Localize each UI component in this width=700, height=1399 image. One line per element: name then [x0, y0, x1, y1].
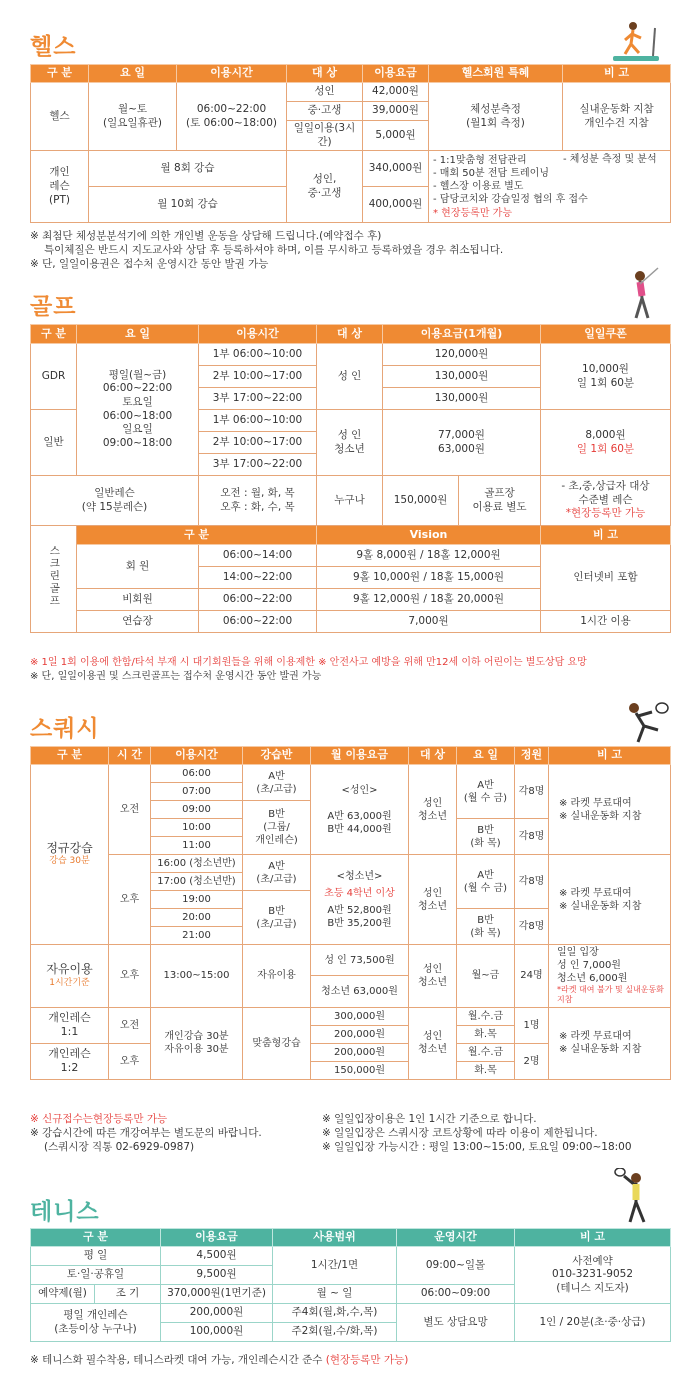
remark: 1인 / 20분(초·중·상급): [515, 1304, 671, 1342]
reserve: 예약제(월): [31, 1285, 95, 1304]
range: 주4회(월,화,수,목): [273, 1304, 397, 1323]
tennis-note: [30, 1353, 408, 1367]
squash-table: [30, 746, 670, 1080]
tennis-title: 테니스: [30, 1199, 100, 1225]
squash-notes-left: [30, 1112, 330, 1155]
col-header: 요 일: [457, 747, 515, 765]
free-label: 자유이용: [46, 962, 93, 977]
list-item: - 매회 50분 전담 트레이닝: [433, 168, 549, 179]
free-sub: 1시간기준: [49, 977, 90, 988]
practice: 연습장: [77, 611, 199, 633]
regular-sub: 강습 30분: [49, 856, 90, 867]
health-table: [30, 64, 670, 223]
class: 맞춤형강습: [243, 1007, 311, 1079]
time: 14:00~22:00: [199, 567, 317, 589]
target: 성인, 중·고생: [287, 151, 363, 223]
note-line: ※ 신규접수는현장등록만 가능: [30, 1113, 168, 1125]
remark: 실내운동화 지참 개인수건 지참: [563, 83, 671, 151]
price: 120,000원: [383, 344, 541, 366]
list-item: - 헬스장 이용료 별도: [433, 181, 524, 193]
time: 11:00: [151, 837, 243, 855]
col-header: 비 고: [549, 747, 671, 765]
remark: ※ 라켓 무료대여 ※ 실내운동화 지참: [549, 855, 671, 945]
target: 성인 청소년: [409, 855, 457, 945]
weekend: 토·일·공휴일: [31, 1266, 161, 1285]
col-header: 시 간: [109, 747, 151, 765]
col-header: 비 고: [541, 526, 671, 545]
price: 5,000원: [363, 121, 429, 151]
regular-class: [31, 765, 109, 945]
fee: 200,000원: [311, 1043, 409, 1061]
col-header: 운영시간: [397, 1229, 515, 1247]
price: 200,000원: [161, 1304, 273, 1323]
class: A반 (초/고급): [243, 765, 311, 801]
category: 개인 레슨 (PT): [31, 151, 89, 223]
target: 중·고생: [287, 102, 363, 121]
fee-red: 초등 4학년 이상: [324, 887, 395, 899]
golfer-icon: [618, 266, 668, 324]
price: 400,000원: [363, 187, 429, 223]
col-header: 비 고: [563, 65, 671, 83]
note-line: 특이체질은 반드시 지도교사와 상담 후 등록하셔야 하며, 이를 무시하고 등록하였을 경우 취소됩니다.: [44, 244, 504, 257]
remark-text: 일일 입장 성 인 7,000원 청소년 6,000원: [557, 947, 628, 984]
category: 헬스: [31, 83, 89, 151]
coupon: 10,000원 일 1회 60분: [541, 344, 671, 410]
note-line: ※ 테니스화 필수착용, 테니스라켓 대여 가능, 개인레슨시간 준수: [30, 1354, 323, 1366]
col-header: 구 분: [77, 526, 317, 545]
price: 77,000원 63,000원: [383, 410, 541, 476]
time: 07:00: [151, 783, 243, 801]
time: 3부 17:00~22:00: [199, 388, 317, 410]
col-header: 이용요금: [161, 1229, 273, 1247]
remark: ※ 라켓 무료대여 ※ 실내운동화 지참: [549, 1007, 671, 1079]
class: A반 (초/고급): [243, 855, 311, 891]
tennis-player-icon: [612, 1168, 664, 1228]
private-1-2: 개인레슨 1:2: [31, 1043, 109, 1079]
col-header: 사용범위: [273, 1229, 397, 1247]
squash-notes-right: [322, 1112, 672, 1155]
price: 42,000원: [363, 83, 429, 102]
fee: 200,000원: [311, 1025, 409, 1043]
days: 화.목: [457, 1025, 515, 1043]
price: 9홀 10,000원 / 18홀 15,000원: [317, 567, 541, 589]
note-line: ※ 일일입장 가능시간 : 평일 13:00~15:00, 토요일 09:00~18:00: [322, 1141, 632, 1154]
time: 16:00 (청소년반): [151, 855, 243, 873]
coupon-limit: 일 1회 60분: [576, 442, 635, 455]
price: 39,000원: [363, 102, 429, 121]
remark-text: - 초,중,상급자 대상 수준별 레슨: [561, 480, 650, 506]
fee: 성 인 73,500원: [311, 945, 409, 976]
tennis-table: [30, 1228, 670, 1342]
price: 130,000원: [383, 388, 541, 410]
col-header: 요 일: [89, 65, 177, 83]
time: 06:00: [151, 765, 243, 783]
capacity: 2명: [515, 1043, 549, 1079]
fee-values: A반 52,800원 B반 35,200원: [327, 904, 392, 929]
treadmill-runner-icon: [605, 18, 665, 68]
range: 1시간/1면: [273, 1247, 397, 1285]
col-header: 일일쿠폰: [541, 325, 671, 344]
lesson: 평일 개인레슨 (초등이상 누구나): [31, 1304, 161, 1342]
target: 성 인: [317, 344, 383, 410]
col-header: 대 상: [317, 325, 383, 344]
col-header: 이용시간: [199, 325, 317, 344]
note-line: ※ 단, 일일이용권은 접수처 운영시간 동안 발권 가능: [30, 258, 269, 271]
price: 7,000원: [317, 611, 541, 633]
col-header: 구 분: [31, 747, 109, 765]
col-header: 대 상: [409, 747, 457, 765]
time: 2부 10:00~17:00: [199, 366, 317, 388]
price: 100,000원: [161, 1323, 273, 1342]
class: B반 (초/고급): [243, 891, 311, 945]
col-header: 이용시간: [151, 747, 243, 765]
red-note: *현장등록만 가능: [565, 507, 646, 520]
weekday: 평 일: [31, 1247, 161, 1266]
col-header: 요 일: [77, 325, 199, 344]
golf-notes: [30, 656, 587, 683]
fee: [311, 855, 409, 945]
red-note: (현장등록만 가능): [325, 1354, 409, 1366]
am: 오전: [109, 765, 151, 855]
regular-label: 정규강습: [46, 840, 93, 855]
col-header: 구 분: [31, 325, 77, 344]
days: A반 (월 수 금): [457, 855, 515, 909]
health-notes: [30, 229, 503, 272]
price: 9,500원: [161, 1266, 273, 1285]
time: 3부 17:00~22:00: [199, 454, 317, 476]
remark: 인터넷비 포함: [541, 545, 671, 611]
screen-golf: [31, 526, 77, 633]
member: 회 원: [77, 545, 199, 589]
fee: <성인> A반 63,000원 B반 44,000원: [311, 765, 409, 855]
col-header: 정원: [515, 747, 549, 765]
class: 자유이용: [243, 945, 311, 1008]
squash-player-icon: [618, 698, 672, 748]
col-header: 대 상: [287, 65, 363, 83]
note-line: ※ 일일입장은 스쿼시장 코트상황에 따라 이용이 제한됩니다.: [322, 1127, 598, 1140]
fee: 청소년 63,000원: [311, 976, 409, 1007]
remark: ※ 라켓 무료대여 ※ 실내운동화 지참: [549, 765, 671, 855]
remark: 1시간 이용: [541, 611, 671, 633]
pm: 오후: [109, 1043, 151, 1079]
capacity: 각8명: [515, 765, 549, 819]
red-note: * 현장등록만 가능: [433, 207, 512, 219]
capacity: 각8명: [515, 909, 549, 945]
private-1-1: 개인레슨 1:1: [31, 1007, 109, 1043]
operating-time: 09:00~일몰: [397, 1247, 515, 1285]
nonmember: 비회원: [77, 589, 199, 611]
normal: 일반: [31, 410, 77, 476]
days: 월.수.금: [457, 1007, 515, 1025]
health-title: 헬스: [30, 34, 77, 60]
remark: 사전예약 010-3231-9052 (테니스 지도자): [515, 1247, 671, 1304]
early: 조 기: [95, 1285, 161, 1304]
lesson-fee: 골프장 이용료 별도: [459, 476, 541, 526]
time: 09:00: [151, 801, 243, 819]
coupon-price: 8,000원: [585, 428, 626, 441]
note-line: (스쿼시장 직통 02-6929-0987): [44, 1141, 195, 1154]
gdr: GDR: [31, 344, 77, 410]
am: 오전: [109, 1007, 151, 1043]
fee-head: <청소년>: [336, 870, 383, 882]
note-line: ※ 일일입장이용은 1인 1시간 기준으로 합니다.: [322, 1113, 537, 1125]
col-header: 구 분: [31, 65, 89, 83]
remark: [549, 945, 671, 1008]
col-header: 이용시간: [177, 65, 287, 83]
time: 17:00 (청소년반): [151, 873, 243, 891]
time: 06:00~22:00 (토 06:00~18:00): [177, 83, 287, 151]
time: 21:00: [151, 927, 243, 945]
days: 월 8회 강습: [89, 151, 287, 187]
time: 1부 06:00~10:00: [199, 344, 317, 366]
time: 13:00~15:00: [151, 945, 243, 1008]
col-header: 월 이용요금: [311, 747, 409, 765]
time: 10:00: [151, 819, 243, 837]
days: 평일(월~금) 06:00~22:00 토요일 06:00~18:00 일요일 09:00~18:00: [77, 344, 199, 476]
red-note: *라켓 대여 불가 및 실내운동화 지참: [557, 985, 664, 1005]
time: 20:00: [151, 909, 243, 927]
col-header: 강습반: [243, 747, 311, 765]
days: 월~토 (일요일휴관): [89, 83, 177, 151]
lesson-target: 누구나: [317, 476, 383, 526]
col-header: 헬스회원 특혜: [429, 65, 563, 83]
time: 06:00~22:00: [199, 611, 317, 633]
days: 화.목: [457, 1061, 515, 1079]
time: 06:00~22:00: [199, 589, 317, 611]
fee: 300,000원: [311, 1007, 409, 1025]
capacity: 24명: [515, 945, 549, 1008]
days: 월~금: [457, 945, 515, 1008]
target: 일일이용(3시간): [287, 121, 363, 151]
coupon: [541, 410, 671, 476]
time: 06:00~14:00: [199, 545, 317, 567]
lesson-remark: [541, 476, 671, 526]
list-item: - 담당코치와 강습일정 협의 후 접수: [433, 194, 588, 206]
pm: 오후: [109, 855, 151, 945]
col-header: 이용요금(1개월): [383, 325, 541, 344]
pt-benefit-list: [429, 151, 671, 223]
days: 월 10회 강습: [89, 187, 287, 223]
capacity: 각8명: [515, 819, 549, 855]
time: 개인강습 30분 자유이용 30분: [151, 1007, 243, 1079]
list-item: - 1:1맞춤형 전담관리: [433, 154, 527, 166]
price: 4,500원: [161, 1247, 273, 1266]
target: 성인 청소년: [409, 765, 457, 855]
lesson-time: 오전 : 월, 화, 목 오후 : 화, 수, 목: [199, 476, 317, 526]
time: 1부 06:00~10:00: [199, 410, 317, 432]
benefit: 체성분측정 (월1회 측정): [429, 83, 563, 151]
target: 성인: [287, 83, 363, 102]
note-line: ※ 단, 일일이용권 및 스크린골프는 접수처 운영시간 동안 발권 가능: [30, 670, 322, 682]
lesson: 일반레슨 (약 15분레슨): [31, 476, 199, 526]
screen-label: 스크린골프: [48, 545, 61, 608]
operating-time: 별도 상담요망: [397, 1304, 515, 1342]
range: 주2회(월,수/화,목): [273, 1323, 397, 1342]
target: 성인 청소년: [409, 1007, 457, 1079]
days: 월.수.금: [457, 1043, 515, 1061]
golf-title: 골프: [30, 294, 77, 320]
col-header: Vision: [317, 526, 541, 545]
price: 9홀 12,000원 / 18홀 20,000원: [317, 589, 541, 611]
golf-table: [30, 324, 670, 633]
list-item: - 체성분 측정 및 분석: [563, 154, 657, 166]
capacity: 1명: [515, 1007, 549, 1043]
range: 월 ~ 일: [273, 1285, 397, 1304]
note-line: ※ 1일 1회 이용에 한함/타석 부재 시 대기회원들을 위해 이용제한 ※ 안전사고 예방을 위해 만12세 이하 어린이는 별도상담 요망: [30, 657, 587, 668]
note-line: ※ 최첨단 체성분분석기에 의한 개인별 운동을 상담해 드립니다.(예약접수 후): [30, 230, 382, 242]
target: 성인 청소년: [409, 945, 457, 1008]
price: 130,000원: [383, 366, 541, 388]
class: B반 (그룹/ 개인레슨): [243, 801, 311, 855]
free-use: [31, 945, 109, 1008]
capacity: 각8명: [515, 855, 549, 909]
time: 19:00: [151, 891, 243, 909]
col-header: 이용요금: [363, 65, 429, 83]
note-line: ※ 강습시간에 따른 개강여부는 별도문의 바랍니다.: [30, 1127, 262, 1140]
fee: 150,000원: [311, 1061, 409, 1079]
operating-time: 06:00~09:00: [397, 1285, 515, 1304]
lesson-price: 150,000원: [383, 476, 459, 526]
col-header: 비 고: [515, 1229, 671, 1247]
col-header: 구 분: [31, 1229, 161, 1247]
time: 2부 10:00~17:00: [199, 432, 317, 454]
squash-title: 스쿼시: [30, 716, 100, 742]
price: 340,000원: [363, 151, 429, 187]
days: B반 (화 목): [457, 909, 515, 945]
price: 370,000원(1면기준): [161, 1285, 273, 1304]
price: 9홀 8,000원 / 18홀 12,000원: [317, 545, 541, 567]
days: B반 (화 목): [457, 819, 515, 855]
target: 성 인 청소년: [317, 410, 383, 476]
pm: 오후: [109, 945, 151, 1008]
days: A반 (월 수 금): [457, 765, 515, 819]
